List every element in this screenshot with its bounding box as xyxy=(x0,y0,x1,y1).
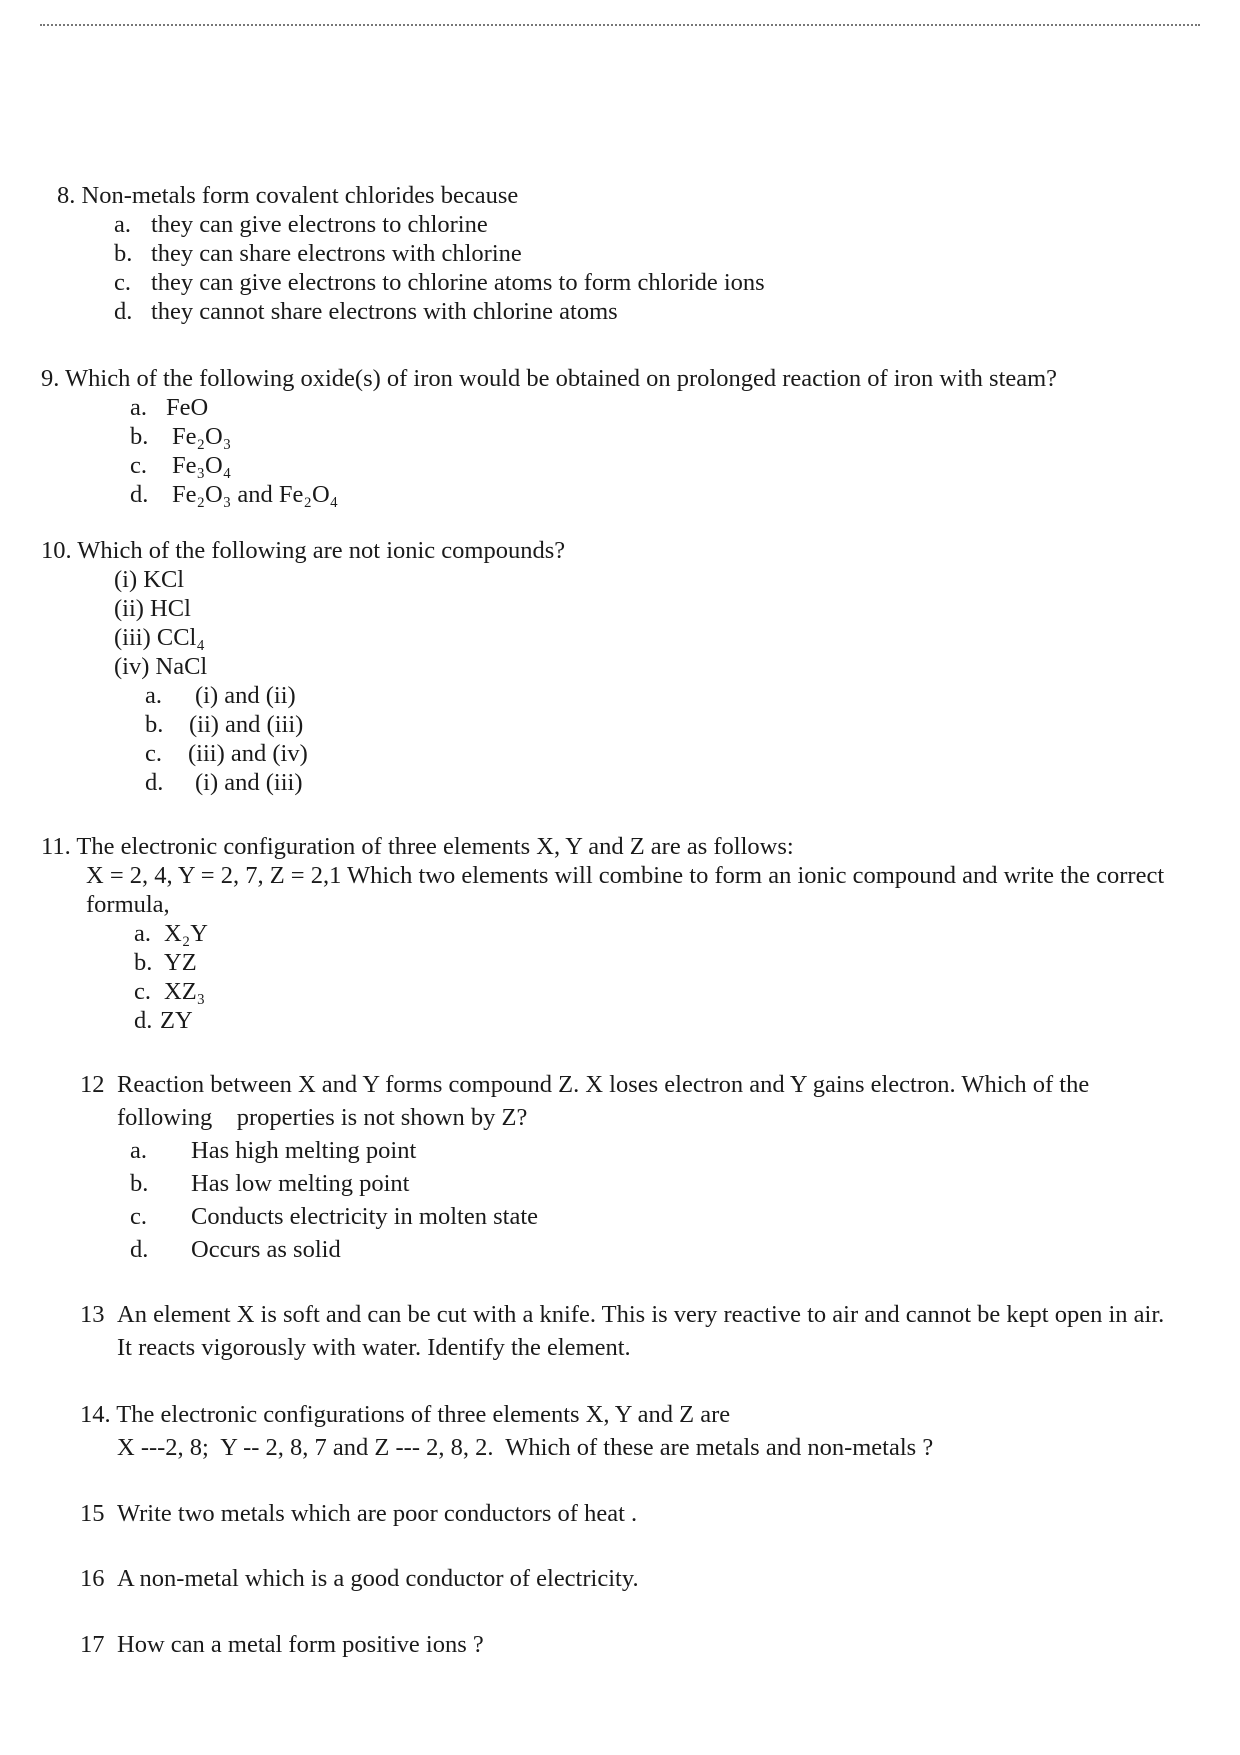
option-label: d. xyxy=(145,769,164,796)
option-text: Has low melting point xyxy=(191,1170,410,1197)
dotted-separator xyxy=(40,24,1200,26)
option-label: b. xyxy=(114,240,133,267)
question-15-number: 15 xyxy=(80,1500,105,1527)
question-11-option-d xyxy=(134,1006,193,1035)
option-label: b. xyxy=(134,949,153,976)
option-label: d. xyxy=(130,1236,149,1263)
question-12-number: 12 xyxy=(80,1071,105,1098)
option-text: they can give electrons to chlorine atoms to form chloride ions xyxy=(151,269,765,296)
question-12-option-c xyxy=(130,1202,538,1231)
option-label: a. xyxy=(130,1137,147,1164)
question-15-text: Write two metals which are poor conductors of heat . xyxy=(117,1500,638,1527)
question-16-text: A non-metal which is a good conductor of electricity. xyxy=(117,1565,639,1592)
question-8-option-d xyxy=(114,297,618,326)
question-9-option-b xyxy=(130,422,231,451)
question-8-option-b xyxy=(114,239,522,268)
option-text: they can share electrons with chlorine xyxy=(151,240,522,267)
option-label: c. xyxy=(114,269,131,296)
question-12-option-b xyxy=(130,1169,409,1198)
question-10-stem: 10. Which of the following are not ionic compounds? xyxy=(41,537,566,564)
option-text: (iii) and (iv) xyxy=(188,740,308,767)
option-text: Fe₂O₃ and Fe₂O₄ xyxy=(172,481,339,508)
question-11-option-c xyxy=(134,977,205,1006)
question-12-option-a xyxy=(130,1136,416,1165)
option-label: b. xyxy=(130,423,149,450)
option-text: (ii) and (iii) xyxy=(189,711,304,738)
question-11-option-b xyxy=(134,948,197,977)
question-10-option-c xyxy=(145,739,308,768)
question-9-stem: 9. Which of the following oxide(s) of iron would be obtained on prolonged reaction of iron with steam? xyxy=(41,365,1058,392)
option-label: a. xyxy=(145,682,162,709)
question-10-option-d xyxy=(145,768,303,797)
question-14-line-1: 14. The electronic configurations of three elements X, Y and Z are xyxy=(80,1401,731,1428)
question-11-line-3: formula, xyxy=(86,891,170,918)
question-9-option-c xyxy=(130,451,231,480)
question-9-option-a xyxy=(130,393,208,422)
question-10-option-b xyxy=(145,710,303,739)
question-11-option-a xyxy=(134,919,208,948)
option-text: (i) and (iii) xyxy=(195,769,303,796)
option-text: X₂Y xyxy=(164,920,208,947)
option-label: a. xyxy=(134,920,151,947)
option-text: they can give electrons to chlorine xyxy=(151,211,488,238)
question-12-line-1: Reaction between X and Y forms compound Z. X loses electron and Y gains electron. Which of the xyxy=(117,1071,1090,1098)
question-8-option-a xyxy=(114,210,488,239)
option-label: c. xyxy=(145,740,162,767)
question-10-item-3: (iii) CCl₄ xyxy=(114,624,205,651)
option-label: a. xyxy=(130,394,147,421)
option-text: Conducts electricity in molten state xyxy=(191,1203,538,1230)
option-label: d. xyxy=(134,1007,153,1034)
question-16-number: 16 xyxy=(80,1565,105,1592)
option-label: a. xyxy=(114,211,131,238)
question-8-option-c xyxy=(114,268,765,297)
question-10-option-a xyxy=(145,681,296,710)
question-13-number: 13 xyxy=(80,1301,105,1328)
option-text: Has high melting point xyxy=(191,1137,417,1164)
option-text: (i) and (ii) xyxy=(195,682,296,709)
question-8-stem: 8. Non-metals form covalent chlorides because xyxy=(57,182,519,209)
option-label: c. xyxy=(134,978,151,1005)
question-10-item-2: (ii) HCl xyxy=(114,595,191,622)
option-text: ZY xyxy=(160,1007,193,1034)
question-17-text: How can a metal form positive ions ? xyxy=(117,1631,484,1658)
option-text: Occurs as solid xyxy=(191,1236,341,1263)
option-label: d. xyxy=(114,298,133,325)
option-text: Fe₃O₄ xyxy=(172,452,232,479)
question-11-line-2: X = 2, 4, Y = 2, 7, Z = 2,1 Which two elements will combine to form an ionic compound and write the correct xyxy=(86,862,1165,889)
question-10-item-4: (iv) NaCl xyxy=(114,653,208,680)
option-label: c. xyxy=(130,452,147,479)
option-text: XZ₃ xyxy=(164,978,206,1005)
question-12-option-d xyxy=(130,1235,341,1264)
option-label: d. xyxy=(130,481,149,508)
option-label: b. xyxy=(130,1170,149,1197)
option-text: Fe₂O₃ xyxy=(172,423,232,450)
option-label: b. xyxy=(145,711,164,738)
option-text: FeO xyxy=(166,394,209,421)
question-12-line-2: following properties is not shown by Z? xyxy=(117,1104,528,1131)
option-text: YZ xyxy=(164,949,197,976)
option-text: they cannot share electrons with chlorine atoms xyxy=(151,298,618,325)
option-label: c. xyxy=(130,1203,147,1230)
question-13-line-2: It reacts vigorously with water. Identify the element. xyxy=(117,1334,631,1361)
question-14-line-2: X ---2, 8; Y -- 2, 8, 7 and Z --- 2, 8, 2. Which of these are metals and non-metals ? xyxy=(117,1434,934,1461)
question-11-stem: 11. The electronic configuration of three elements X, Y and Z are as follows: xyxy=(41,833,794,860)
question-9-option-d xyxy=(130,480,338,509)
question-17-number: 17 xyxy=(80,1631,105,1658)
question-10-item-1: (i) KCl xyxy=(114,566,185,593)
question-13-line-1: An element X is soft and can be cut with a knife. This is very reactive to air and cannot be kept open in air. xyxy=(117,1301,1165,1328)
